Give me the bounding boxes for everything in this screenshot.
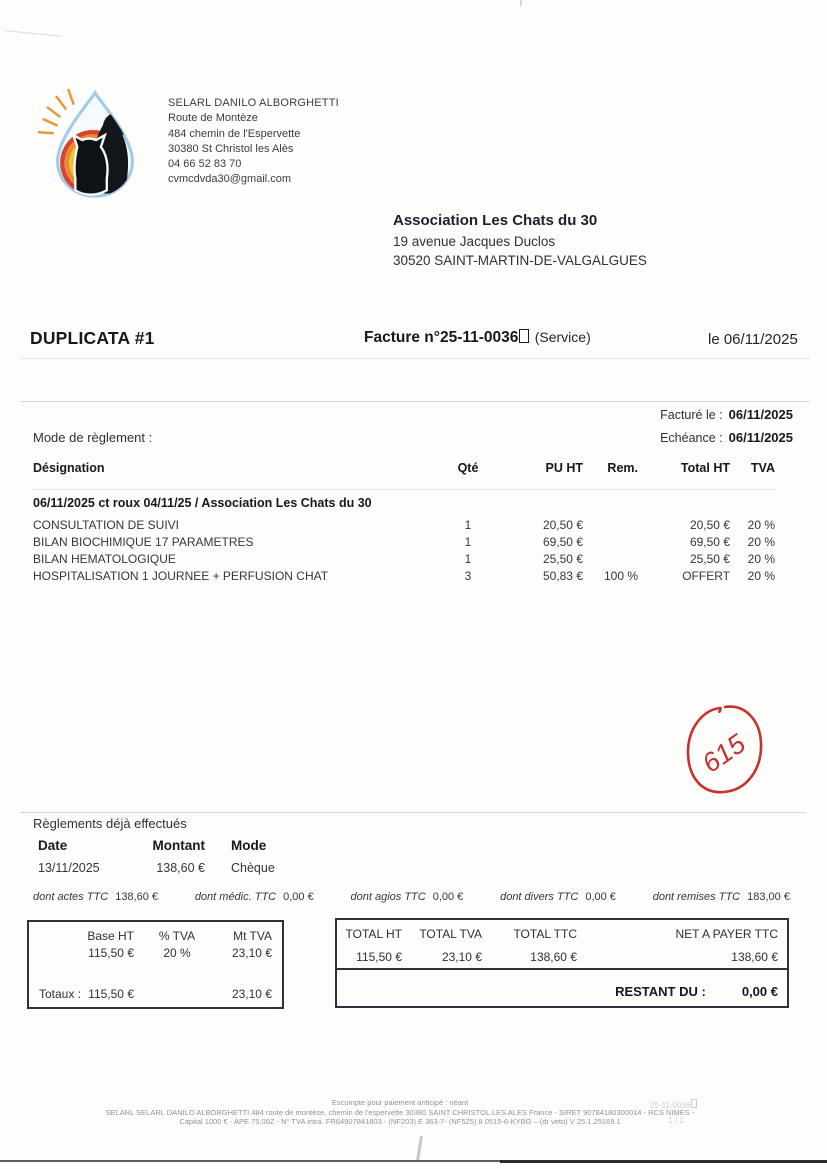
total-ht-header: TOTAL HT xyxy=(345,927,402,941)
item-rem xyxy=(583,518,638,532)
cat-silhouette-icon xyxy=(73,135,107,194)
recipient-block xyxy=(393,211,647,270)
vat-totals-base: 115,50 € xyxy=(88,987,134,1001)
remaining-due-value: 0,00 € xyxy=(741,984,778,999)
invoice-number-line xyxy=(364,329,591,347)
invoiced-label: Facturé le : xyxy=(660,408,723,422)
annotation-value: 615 xyxy=(696,728,751,779)
item-tva: 20 % xyxy=(747,535,775,549)
item-pu-ht: 50,83 € xyxy=(542,569,583,583)
footer-invoice-ref: 25-11-0036 xyxy=(650,1099,697,1110)
item-total-ht: OFFERT xyxy=(682,569,730,583)
col-tva: TVA xyxy=(750,461,775,475)
footer-line-1: Escompte pour paiement anticipé : néant xyxy=(331,1098,469,1107)
item-pu-ht: 25,50 € xyxy=(542,552,583,566)
missing-glyph-box xyxy=(691,1099,697,1108)
total-tva-value: 23,10 € xyxy=(441,949,482,964)
clinic-info-block xyxy=(168,96,339,188)
total-ttc-value: 138,60 € xyxy=(530,949,577,964)
col-pu-ht: PU HT xyxy=(545,461,583,475)
rays-icon xyxy=(39,90,73,133)
recipient-name: Association Les Chats du 30 xyxy=(393,212,598,229)
clinic-phone: 04 66 52 83 70 xyxy=(168,158,242,171)
totals-values-section xyxy=(337,920,787,970)
divider xyxy=(20,812,806,813)
due-date: 06/11/2025 xyxy=(728,430,793,445)
payment-date: 13/11/2025 xyxy=(38,861,100,875)
footer-line-3: Capital 1000 € - APE 75.00Z - N° TVA intra. FR64907841803 - (NF203) E 363-7- (NF525) 8 0515-6-KYBG – (dr veto) V 25.1.25169.1 xyxy=(179,1117,621,1127)
item-qty: 1 xyxy=(464,518,472,532)
payment-mode-label: Mode de règlement : xyxy=(33,430,153,445)
table-row xyxy=(33,535,775,549)
col-mode: Mode xyxy=(231,838,267,853)
handwritten-annotation-circle xyxy=(668,698,783,803)
col-date: Date xyxy=(38,838,68,853)
item-rem: 100 % xyxy=(603,569,638,583)
payment-amount: 138,60 € xyxy=(156,861,205,875)
scan-scratch-bottom xyxy=(416,1136,423,1161)
total-tva-header: TOTAL TVA xyxy=(419,927,482,941)
item-qty: 1 xyxy=(464,552,472,566)
item-designation: CONSULTATION DE SUIVI xyxy=(33,518,180,532)
items-table-header xyxy=(33,461,775,475)
total-ht-value: 115,50 € xyxy=(356,949,402,964)
invoiced-date: 06/11/2025 xyxy=(728,407,793,422)
item-pu-ht: 69,50 € xyxy=(542,535,583,549)
item-qty: 1 xyxy=(464,535,472,549)
vat-rate-value: 20 % xyxy=(163,946,191,960)
payment-mode: Chèque xyxy=(231,861,275,875)
footer-line-2: SELARL SELARL DANILO ALBORGHETTI 484 route de montèze, chemin de l'espervette 30380 SAINT CHRISTOL LES ALES France - SIRET 90784180300014 - RCS NIMES - xyxy=(105,1107,695,1117)
invoice-date: le 06/11/2025 xyxy=(708,331,798,348)
payments-header xyxy=(38,838,328,853)
item-total-ht: 69,50 € xyxy=(689,535,730,549)
scan-scratch-top xyxy=(4,30,63,47)
col-total-ht: Total HT xyxy=(680,461,730,475)
breakdown-agios: dont agios TTC 0,00 € xyxy=(350,891,464,903)
divider xyxy=(20,401,810,402)
invoice-number: Facture n°25-11-0036 xyxy=(364,329,519,346)
legal-footer xyxy=(80,1098,720,1127)
due-label: Echéance : xyxy=(660,431,723,445)
clinic-address-3: 30380 St Christol les Alès xyxy=(168,142,294,155)
vat-totals-row xyxy=(39,987,272,1001)
payments-title: Règlements déjà effectués xyxy=(33,816,187,831)
clinic-address-1: Route de Montèze xyxy=(168,112,258,125)
vat-base-header: Base HT xyxy=(87,929,134,943)
clinic-email: cvmcdvda30@gmail.com xyxy=(168,173,292,186)
clinic-address-2: 484 chemin de l'Espervette xyxy=(168,127,301,140)
divider xyxy=(33,489,775,490)
recipient-address-2: 30520 SAINT-MARTIN-DE-VALGALGUES xyxy=(393,253,647,268)
col-amount: Montant xyxy=(152,838,205,853)
payment-breakdown-line xyxy=(33,891,790,903)
item-rem xyxy=(583,552,638,566)
scan-tick-top xyxy=(520,0,522,6)
item-total-ht: 25,50 € xyxy=(689,552,730,566)
duplicata-label: DUPLICATA #1 xyxy=(30,328,155,348)
clinic-name: SELARL DANILO ALBORGHETTI xyxy=(168,97,339,109)
net-a-payer-value: 138,60 € xyxy=(731,949,778,964)
item-tva: 20 % xyxy=(747,518,775,532)
total-ttc-header: TOTAL TTC xyxy=(513,927,577,941)
due-date-row xyxy=(660,430,793,445)
item-tva: 20 % xyxy=(747,552,775,566)
col-designation: Désignation xyxy=(33,461,105,475)
remaining-due-row xyxy=(337,970,787,999)
col-rem: Rem. xyxy=(607,461,638,475)
breakdown-medic: dont médic. TTC 0,00 € xyxy=(194,891,314,903)
item-rem xyxy=(583,535,638,549)
item-designation: BILAN BIOCHIMIQUE 17 PARAMETRES xyxy=(33,535,254,549)
item-group-header: 06/11/2025 ct roux 04/11/25 / Association Les Chats du 30 xyxy=(33,496,372,510)
breakdown-actes: dont actes TTC 138,60 € xyxy=(33,891,159,903)
vat-totals-amount: 23,10 € xyxy=(231,987,272,1001)
scan-edge-line-dark xyxy=(500,1160,827,1163)
payment-row xyxy=(38,861,328,875)
invoice-type: (Service) xyxy=(534,329,591,345)
breakdown-remises: dont remises TTC 183,00 € xyxy=(652,891,790,903)
item-qty: 3 xyxy=(464,569,472,583)
divider xyxy=(20,358,810,359)
invoice-totals-box xyxy=(335,918,789,1008)
vat-amount-value: 23,10 € xyxy=(231,946,272,960)
item-designation: BILAN HEMATOLOGIQUE xyxy=(33,552,176,566)
item-total-ht: 20,50 € xyxy=(689,518,730,532)
col-qty: Qté xyxy=(457,461,479,475)
invoiced-date-row xyxy=(660,407,793,422)
recipient-address-1: 19 avenue Jacques Duclos xyxy=(393,234,556,249)
footer-page-number: 1 / 1 xyxy=(668,1116,684,1125)
table-row xyxy=(33,552,775,566)
vat-base-value: 115,50 € xyxy=(88,946,134,960)
vat-amount-header: Mt TVA xyxy=(233,929,272,943)
vat-summary-box xyxy=(27,920,284,1009)
table-row xyxy=(33,518,775,532)
missing-glyph-box xyxy=(519,329,529,343)
item-tva: 20 % xyxy=(747,569,775,583)
vat-rate-header: % TVA xyxy=(158,929,196,943)
vat-totals-label: Totaux : xyxy=(39,987,82,1001)
breakdown-divers: dont divers TTC 0,00 € xyxy=(500,891,616,903)
clinic-droplet-rainbow-pets-logo xyxy=(36,86,154,204)
remaining-due-label: RESTANT DU : xyxy=(615,984,706,999)
item-pu-ht: 20,50 € xyxy=(542,518,583,532)
item-designation: HOSPITALISATION 1 JOURNEE + PERFUSION CHAT xyxy=(33,569,329,583)
net-a-payer-header: NET A PAYER TTC xyxy=(675,927,778,941)
table-row xyxy=(33,569,775,583)
